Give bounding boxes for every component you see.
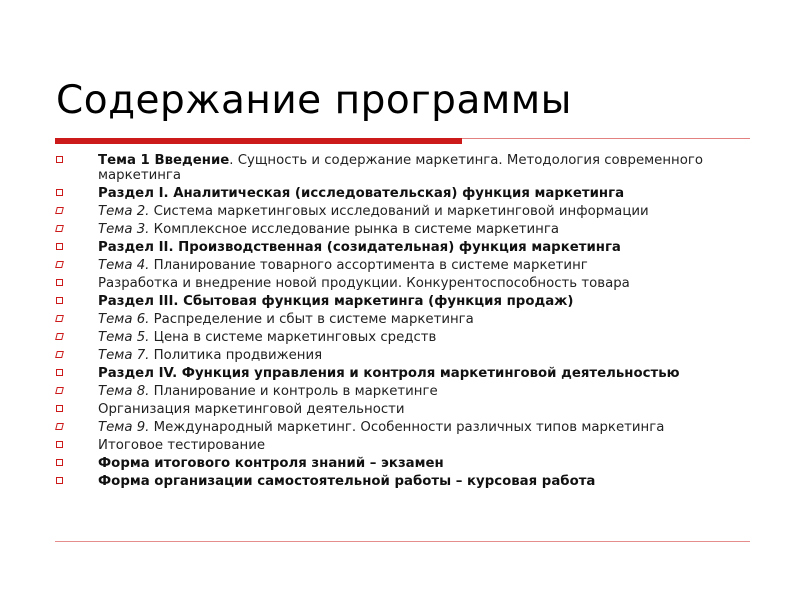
list-item-section-4: Раздел IV. Функция управления и контроля маркетинговой деятельностью <box>55 366 745 381</box>
list-item-topic-5: Тема 5. Цена в системе маркетинговых средств <box>55 330 745 345</box>
square-bullet-icon <box>55 261 64 268</box>
list-item-section-2: Раздел II. Производственная (созидательная) функция маркетинга <box>55 240 745 255</box>
square-bullet-icon <box>56 156 63 163</box>
square-bullet-icon <box>56 189 63 196</box>
list-item-new-product: Разработка и внедрение новой продукции. Конкурентоспособность товара <box>55 276 745 291</box>
list-item-topic-3: Тема 3. Комплексное исследование рынка в системе маркетинга <box>55 222 745 237</box>
list-item-topic-1: Тема 1 Введение. Сущность и содержание маркетинга. Методология современного маркетинга <box>55 153 745 183</box>
title-underline-thin <box>462 138 750 139</box>
square-bullet-icon <box>56 297 63 304</box>
list-item-topic-9: Тема 9. Международный маркетинг. Особенности различных типов маркетинга <box>55 420 745 435</box>
list-item-topic-8: Тема 8. Планирование и контроль в маркетинге <box>55 384 745 399</box>
square-bullet-icon <box>55 333 64 340</box>
list-item-final-test: Итоговое тестирование <box>55 438 745 453</box>
list-item-topic-7: Тема 7. Политика продвижения <box>55 348 745 363</box>
square-bullet-icon <box>56 243 63 250</box>
square-bullet-icon <box>55 351 64 358</box>
title-underline-thick <box>55 138 462 144</box>
list-item-topic-2: Тема 2. Система маркетинговых исследований и маркетинговой информации <box>55 204 745 219</box>
list-item-coursework-form: Форма организации самостоятельной работы – курсовая работа <box>55 474 745 489</box>
square-bullet-icon <box>55 207 64 214</box>
slide-title: Содержание программы <box>56 78 572 123</box>
square-bullet-icon <box>55 423 64 430</box>
list-item-topic-4: Тема 4. Планирование товарного ассортимента в системе маркетинг <box>55 258 745 273</box>
square-bullet-icon <box>56 459 63 466</box>
content-outline <box>55 153 745 492</box>
footer-rule <box>55 541 750 542</box>
list-item-section-3: Раздел III. Сбытовая функция маркетинга (функция продаж) <box>55 294 745 309</box>
square-bullet-icon <box>56 441 63 448</box>
square-bullet-icon <box>55 315 64 322</box>
square-bullet-icon <box>56 279 63 286</box>
list-item-section-1: Раздел I. Аналитическая (исследовательская) функция маркетинга <box>55 186 745 201</box>
square-bullet-icon <box>56 369 63 376</box>
list-item-exam-form: Форма итогового контроля знаний – экзамен <box>55 456 745 471</box>
square-bullet-icon <box>56 477 63 484</box>
square-bullet-icon <box>55 387 64 394</box>
list-item-organization: Организация маркетинговой деятельности <box>55 402 745 417</box>
list-item-topic-6: Тема 6. Распределение и сбыт в системе маркетинга <box>55 312 745 327</box>
square-bullet-icon <box>55 225 64 232</box>
square-bullet-icon <box>56 405 63 412</box>
